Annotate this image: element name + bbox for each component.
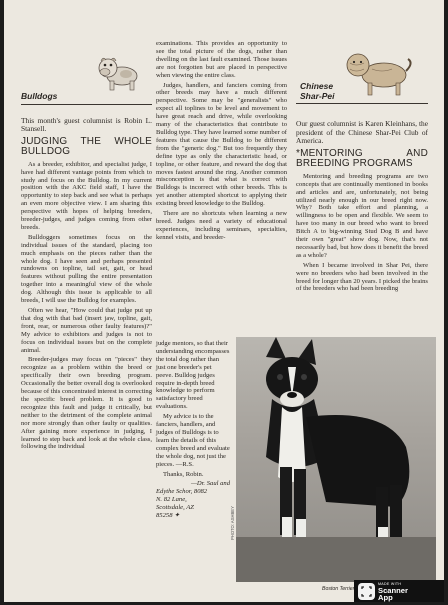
paragraph: examinations. This provides an opportunity to see the total picture of the dogs, rather than dwelling on the last fault examined. Those issues are not forgotten but are placed in perspective when viewing the entire class.: [156, 40, 287, 79]
column-middle: [156, 40, 287, 242]
intro-text: This month's guest columnist is Robin L. Stansell.: [21, 115, 152, 134]
boston-terrier-photo: [236, 337, 436, 582]
article-title: JUDGING THE WHOLE BULLDOG: [21, 135, 152, 158]
address-line: N. 82 Lane,: [156, 496, 187, 504]
paragraph: judge mentors, so that their understanding encompasses the total dog rather than just one breeder's pet peeve. Bulldog judges require in-depth breed knowledge to perform satisfactory breed evaluations.: [156, 340, 230, 411]
scanner-badge-line: Scanner: [378, 586, 408, 595]
address-line: 85258 ✦: [156, 512, 180, 520]
guest-columnist-intro: [296, 120, 428, 146]
intro-text: Our guest columnist is Karen Kleinhans, the president of the Chinese Shar-Pei Club of America.: [296, 119, 428, 146]
scanner-badge-title: [378, 587, 408, 601]
heading-rule: [296, 103, 428, 104]
breed-heading-line: Shar-Pei: [300, 90, 335, 101]
paragraph: There are no shortcuts when learning a new breed. Judges need a variety of educational experiences, including seminars, specialties, kennel visits, and breeder-: [156, 210, 287, 241]
column-middle-narrow: [156, 340, 230, 520]
paragraph: Judges, handlers, and fanciers coming from other breeds may have a much different perspective. Some may be "generalists" who expect all toplines to be level and movement to have great reach and drive, while overlooking many of the characteristics that contribute to Bulldog type. They have learned some number of features that cause the Bulldog to be different from the "generic dog." But too frequently they define type as only the characteristic head, or topline, or other feature, and reward the dog that moves fastest around the ring. Another common misconception is that what is correct with Bulldogs is incorrect with other breeds. This is yet another attempted shortcut to applying their existing breed knowledge to the Bulldog.: [156, 81, 287, 208]
address-line: Edythe Schor, 8082: [156, 488, 208, 496]
scanner-app-icon: [358, 583, 375, 600]
breed-heading-line: Chinese: [300, 81, 334, 91]
magazine-page: [4, 0, 444, 602]
column-shar-pei: [296, 82, 428, 295]
breed-heading-bulldogs: Bulldogs: [21, 91, 58, 101]
address-line: —Dr. Saul and: [190, 480, 230, 488]
heading-rule: [21, 104, 152, 105]
column-bulldogs: [21, 92, 152, 453]
signoff: Thanks, Robin.: [163, 470, 204, 478]
paragraph: As a breeder, exhibitor, and specialist judge, I have had different vantage points from which to study and focus on the Bulldog. In my current position with the AKC field staff, I have the opportunity to step back and see what is perhaps an even more objective view. I am sharing this perspective with hopes of helping breeders, breeder-judges, and judges coming from other breeds.: [21, 160, 152, 231]
scanner-badge-small-text: MADE WITH: [378, 582, 402, 586]
paragraph: Bulldoggers sometimes focus on the individual issues of the standard, placing too much emphasis on the pieces rather than the whole dog. I have seen and perhaps presented rundowns on topline, tail set, gait, or head features without pulling the entire presentation together into a meaningful view of the whole dog. Although this issue is applicable to all breeds, I will use the Bulldog for examples.: [21, 233, 152, 305]
scanner-app-badge: [354, 580, 444, 602]
photo-caption: Boston Terrier: [322, 586, 355, 592]
author-address: [156, 480, 230, 520]
boston-terrier-figure: [236, 337, 436, 582]
bulldog-illustration: [96, 50, 144, 94]
photo-credit: PHOTO: ASHBEY: [230, 506, 235, 540]
paragraph: Mentoring and breeding programs are two concepts that are continually mentioned in books and articles and are, unfortunately, not being utilized nearly enough in our breed right now. Why? Both take effort and planning, a willingness to be open and flexible. We seem to have too many in our breed who want to breed Bitch A to big-winning Stud Dog B and have their own "great" show dog. Now, that's not necessarily bad, but how does it benefit the breed as a whole?: [296, 172, 428, 259]
paragraph: My advice is to the fanciers, handlers, and judges of Bulldogs is to learn the details of this complex breed and evaluate the whole dog, not just the pieces. —R.S.: [156, 413, 230, 468]
paragraph: Breeder-judges may focus on "pieces" they recognize as a problem within the breed or specifically their own breeding program. Occasionally the better overall dog is overlooked because of this concentrated interest in correcting the specific breed problem. It is good to recognize this fault and judge it critically, but neither to the detriment of the complete animal nor more strongly than other faulty or qualities. After gaining more experience in judging, I learned to step back and look at the whole class, following the individual: [21, 356, 152, 451]
article-title: *MENTORING AND BREEDING PROGRAMS: [296, 147, 428, 170]
paragraph: When I became involved in Shar Pei, there were no breeders who had been involved in the breed for longer than 20 years. I picked the brains of the breeders who had been breeding: [296, 261, 428, 293]
guest-columnist-intro: [21, 117, 152, 134]
paragraph: Often we hear, "How could that judge put up that dog with that bad (insert jaw, topline, gait, front, rear, or numerous other faulty features)?" My advice to exhibitors and judges is not to focus on individual issues but on the complete animal.: [21, 307, 152, 354]
scanner-badge-line: App: [378, 593, 393, 602]
breed-heading-shar-pei: [300, 82, 428, 101]
address-line: Scottsdale, AZ: [156, 504, 194, 512]
